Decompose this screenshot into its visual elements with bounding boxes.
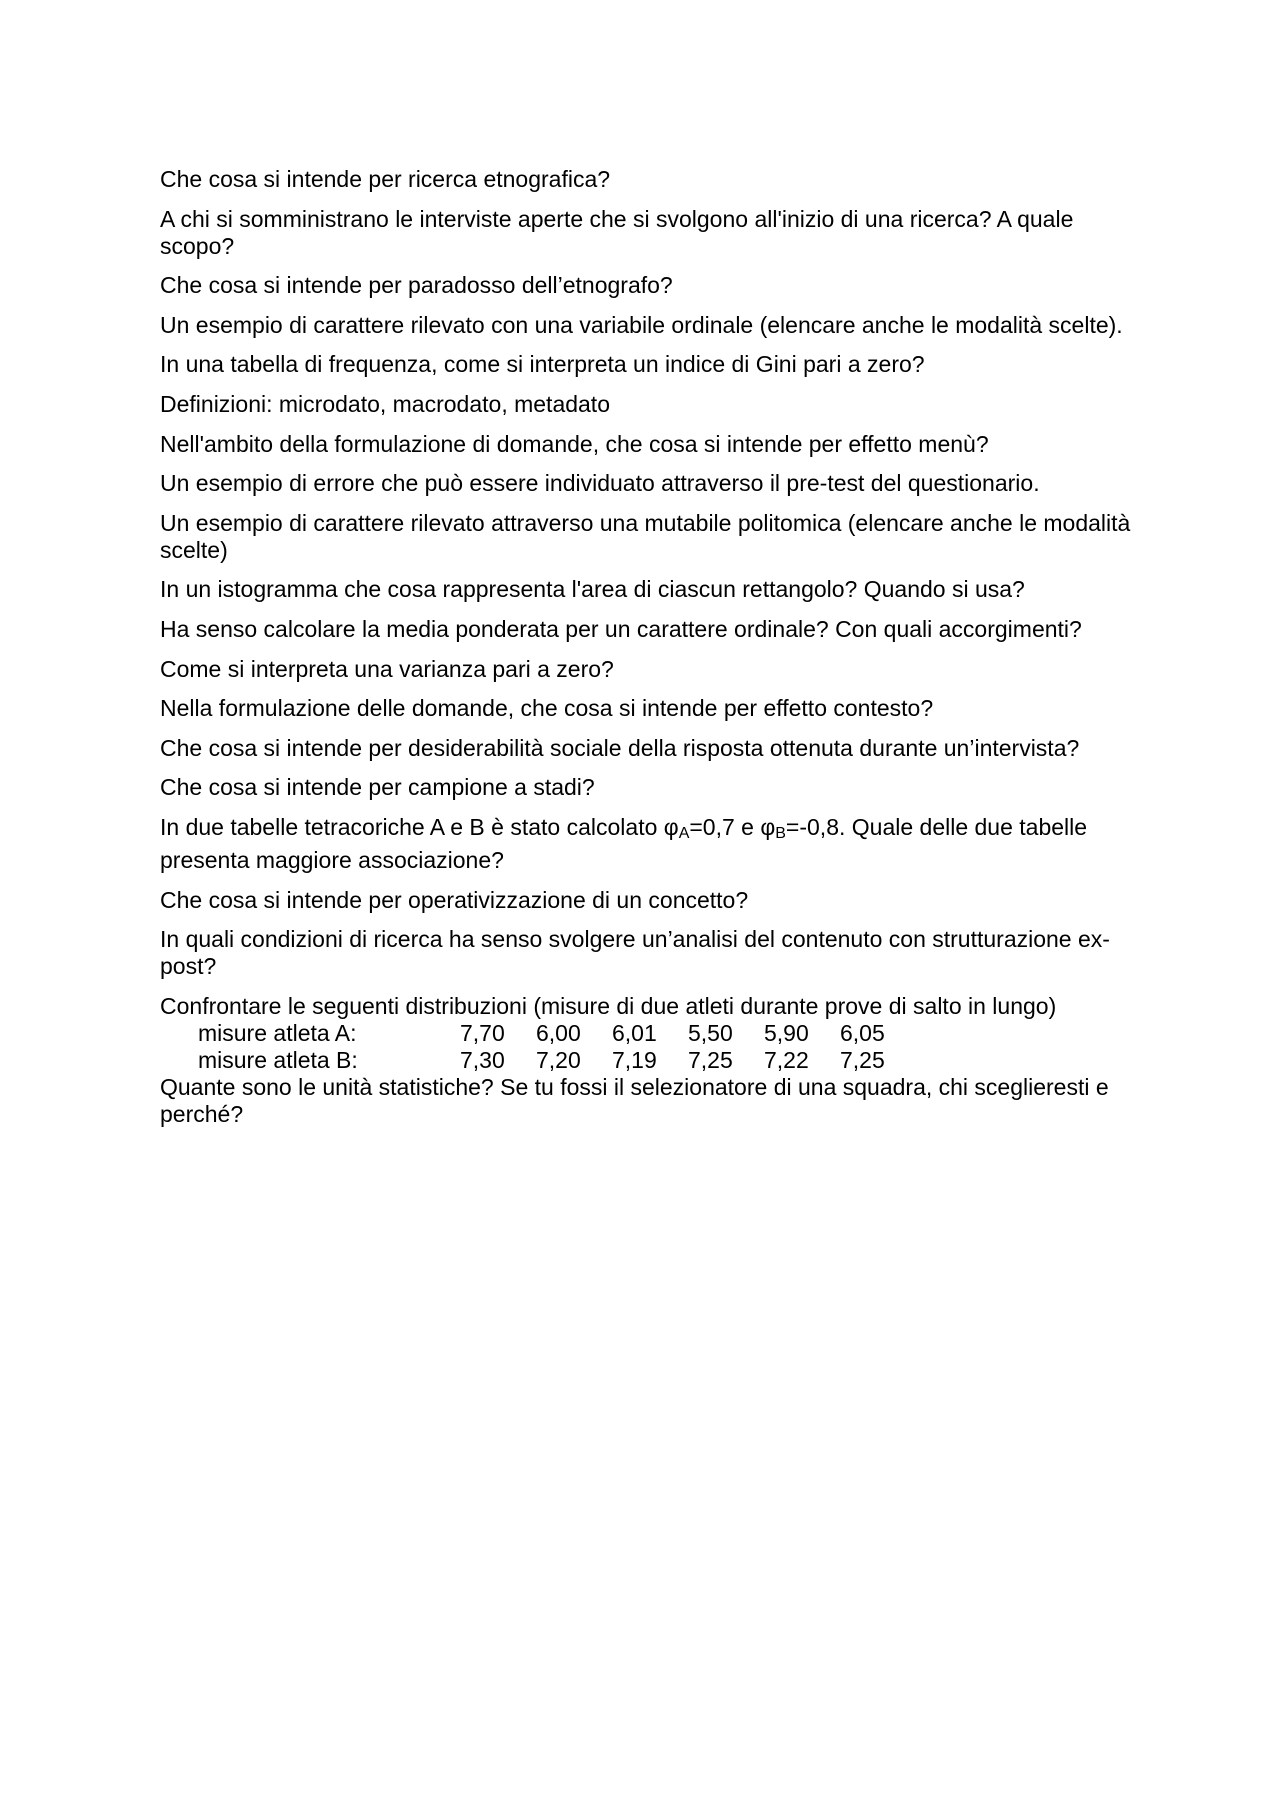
- phi-subscript-a: A: [678, 824, 690, 842]
- athlete-a-value: 6,01: [612, 1019, 657, 1046]
- distribution-question: [160, 993, 1150, 1128]
- phi-text-before: In due tabelle tetracoriche A e B è stato calcolato φ: [160, 813, 679, 840]
- phi-text-mid: =0,7 e φ: [689, 813, 776, 840]
- question: Che cosa si intende per desiderabilità sociale della risposta ottenuta durante un’intervista?: [160, 734, 1080, 761]
- athlete-b-label: misure atleta B:: [198, 1046, 358, 1073]
- question: Ha senso calcolare la media ponderata per un carattere ordinale? Con quali accorgimenti?: [160, 615, 1082, 642]
- question: Come si interpreta una varianza pari a zero?: [160, 655, 614, 682]
- question: Che cosa si intende per operativizzazione di un concetto?: [160, 886, 749, 913]
- athlete-b-value: 7,22: [764, 1046, 809, 1073]
- question: Che cosa si intende per paradosso dell’etnografo?: [160, 272, 673, 299]
- athlete-a-value: 5,90: [764, 1019, 809, 1046]
- athlete-a-value: 6,05: [840, 1019, 885, 1046]
- distribution-intro: Confrontare le seguenti distribuzioni (misure di due atleti durante prove di salto in lungo): [160, 992, 1057, 1019]
- athlete-a-value: 7,70: [460, 1019, 505, 1046]
- question: Che cosa si intende per ricerca etnografica?: [160, 166, 611, 192]
- question: In una tabella di frequenza, come si interpreta un indice di Gini pari a zero?: [160, 351, 925, 378]
- athlete-b-value: 7,25: [840, 1046, 885, 1073]
- question: In quali condizioni di ricerca ha senso svolgere un’analisi del contenuto con strutturazione ex-post?: [160, 926, 1110, 980]
- question: Che cosa si intende per campione a stadi?: [160, 774, 595, 801]
- athlete-a-row: [160, 1020, 1150, 1047]
- athlete-a-value: 5,50: [688, 1019, 733, 1046]
- question: Nell'ambito della formulazione di domande, che cosa si intende per effetto menù?: [160, 430, 989, 457]
- question: Nella formulazione delle domande, che cosa si intende per effetto contesto?: [160, 695, 934, 722]
- question: A chi si somministrano le interviste aperte che si svolgono all'inizio di una ricerca? A quale scopo?: [160, 205, 1074, 259]
- phi-text-after: =-0,8. Quale delle due tabelle presenta maggiore associazione?: [160, 813, 1088, 873]
- athlete-a-label: misure atleta A:: [198, 1019, 357, 1046]
- question: Un esempio di carattere rilevato con una variabile ordinale (elencare anche le modalità scelte).: [160, 311, 1123, 338]
- question-list: [160, 166, 1150, 1128]
- question: In un istogramma che cosa rappresenta l'area di ciascun rettangolo? Quando si usa?: [160, 576, 1025, 603]
- question: Definizioni: microdato, macrodato, metadato: [160, 390, 610, 417]
- athlete-b-value: 7,25: [688, 1046, 733, 1073]
- phi-question: [160, 814, 1150, 874]
- question: Un esempio di errore che può essere individuato attraverso il pre-test del questionario.: [160, 470, 1040, 497]
- athlete-b-row: [160, 1047, 1150, 1074]
- athlete-b-value: 7,19: [612, 1046, 657, 1073]
- athlete-a-value: 6,00: [536, 1019, 581, 1046]
- athlete-b-value: 7,20: [536, 1046, 581, 1073]
- athlete-b-value: 7,30: [460, 1046, 505, 1073]
- distribution-closing: Quante sono le unità statistiche? Se tu fossi il selezionatore di una squadra, chi sceglieresti e perché?: [160, 1073, 1109, 1127]
- phi-subscript-b: B: [775, 824, 786, 842]
- question: Un esempio di carattere rilevato attraverso una mutabile politomica (elencare anche le modalità scelte): [160, 509, 1131, 563]
